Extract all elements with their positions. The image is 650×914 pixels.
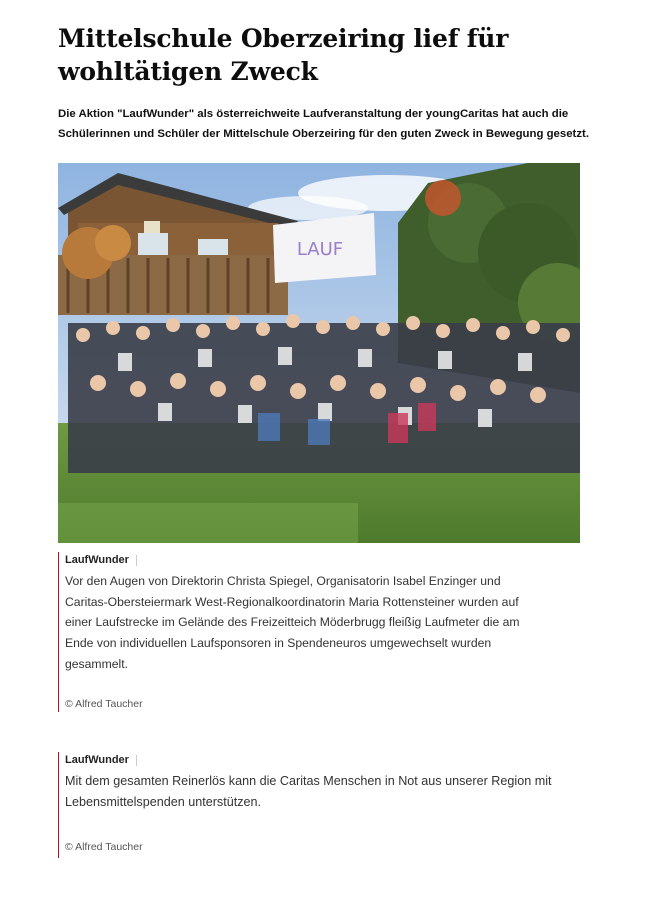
banner-text: LAUF	[296, 239, 344, 260]
caption-title-row	[65, 752, 605, 768]
caption-title: LaufWunder	[65, 754, 129, 766]
group-photo[interactable]	[58, 163, 580, 543]
caption-text: Vor den Augen von Direktorin Christa Spiegel, Organisatorin Isabel Enzinger und Caritas-Obersteiermark West-Regionalkoordinatorin Maria Rottensteiner wurden auf einer Laufstrecke im Gelände des Freizeitteich Möderbrugg fleißig Laufmeter die am Ende von individuellen Laufsponsoren in Spendeneuros umgewechselt wurden gesammelt.	[65, 574, 520, 671]
photo-credit: © Alfred Taucher	[65, 698, 143, 710]
photo-caption-secondary	[58, 752, 605, 858]
photo-caption	[58, 552, 545, 712]
caption-divider	[136, 555, 137, 566]
group-photo-illustration	[58, 163, 580, 543]
caption-title: LaufWunder	[65, 554, 129, 566]
article-headline: Mittelschule Oberzeiring lief für wohltätigen Zweck	[58, 24, 509, 86]
caption-title-row	[65, 552, 545, 568]
caption-text: Mit dem gesamten Reinerlös kann die Caritas Menschen in Not aus unserer Region mit Lebensmittelspenden unterstützen.	[65, 774, 552, 809]
caption-divider	[136, 755, 137, 766]
photo-credit: © Alfred Taucher	[65, 841, 143, 853]
article-lead: Die Aktion "LaufWunder" als österreichweite Laufveranstaltung der youngCaritas hat auch die Schülerinnen und Schüler der Mittelschule Oberzeiring für den guten Zweck in Bewegung gesetzt.	[58, 108, 590, 140]
